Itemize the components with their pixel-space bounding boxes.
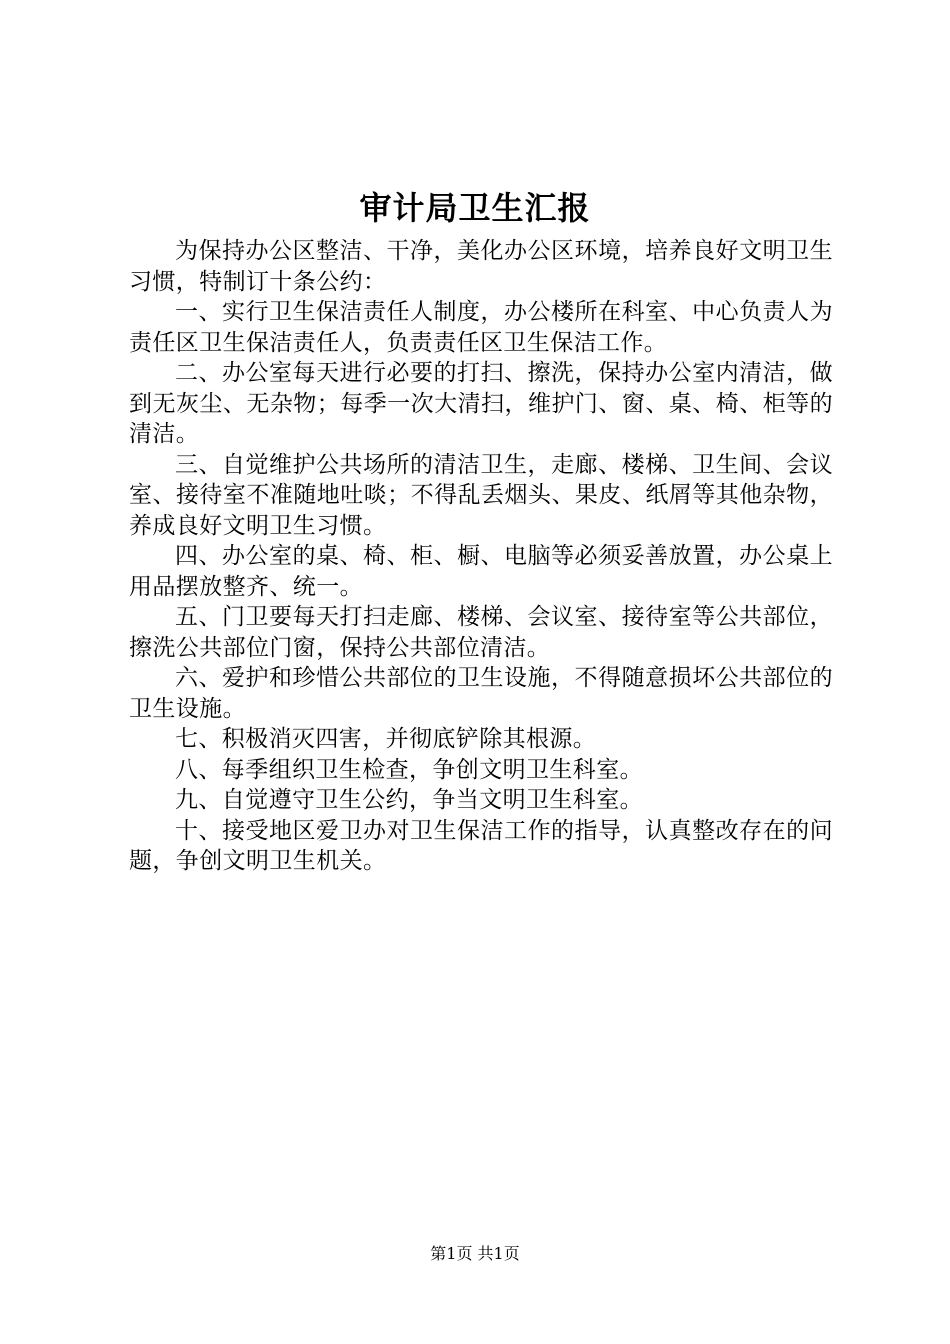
document-title: 审计局卫生汇报 [359, 189, 591, 227]
rule-2-paragraph: 二、办公室每天进行必要的打扫、擦洗，保持办公室内清洁，做到无灰尘、无杂物；每季一次大清扫，维护门、窗、桌、椅、柜等的清洁。 [129, 360, 833, 447]
rule-6-paragraph: 六、爱护和珍惜公共部位的卫生设施，不得随意损坏公共部位的卫生设施。 [129, 665, 833, 722]
rule-4-paragraph: 四、办公室的桌、椅、柜、橱、电脑等必须妥善放置，办公桌上用品摆放整齐、统一。 [129, 543, 833, 600]
document-body [129, 236, 833, 877]
intro-paragraph: 为保持办公区整洁、干净，美化办公区环境，培养良好文明卫生习惯，特制订十条公约： [129, 238, 833, 295]
page-footer: 第1页 共1页 [430, 1244, 520, 1263]
rule-10-paragraph: 十、接受地区爱卫办对卫生保洁工作的指导，认真整改存在的问题，争创文明卫生机关。 [129, 817, 833, 874]
rule-1-paragraph: 一、实行卫生保洁责任人制度，办公楼所在科室、中心负责人为责任区卫生保洁责任人，负责责任区卫生保洁工作。 [129, 299, 833, 356]
rule-7-paragraph: 七、积极消灭四害，并彻底铲除其根源。 [175, 726, 597, 752]
rule-9-paragraph: 九、自觉遵守卫生公约，争当文明卫生科室。 [175, 787, 643, 813]
rule-8-paragraph: 八、每季组织卫生检查，争创文明卫生科室。 [175, 756, 643, 783]
rule-5-paragraph: 五、门卫要每天打扫走廊、楼梯、会议室、接待室等公共部位，擦洗公共部位门窗，保持公共部位清洁。 [129, 604, 833, 661]
rule-3-paragraph: 三、自觉维护公共场所的清洁卫生，走廊、楼梯、卫生间、会议室、接待室不准随地吐啖；不得乱丢烟头、果皮、纸屑等其他杂物，养成良好文明卫生习惯。 [129, 451, 833, 539]
